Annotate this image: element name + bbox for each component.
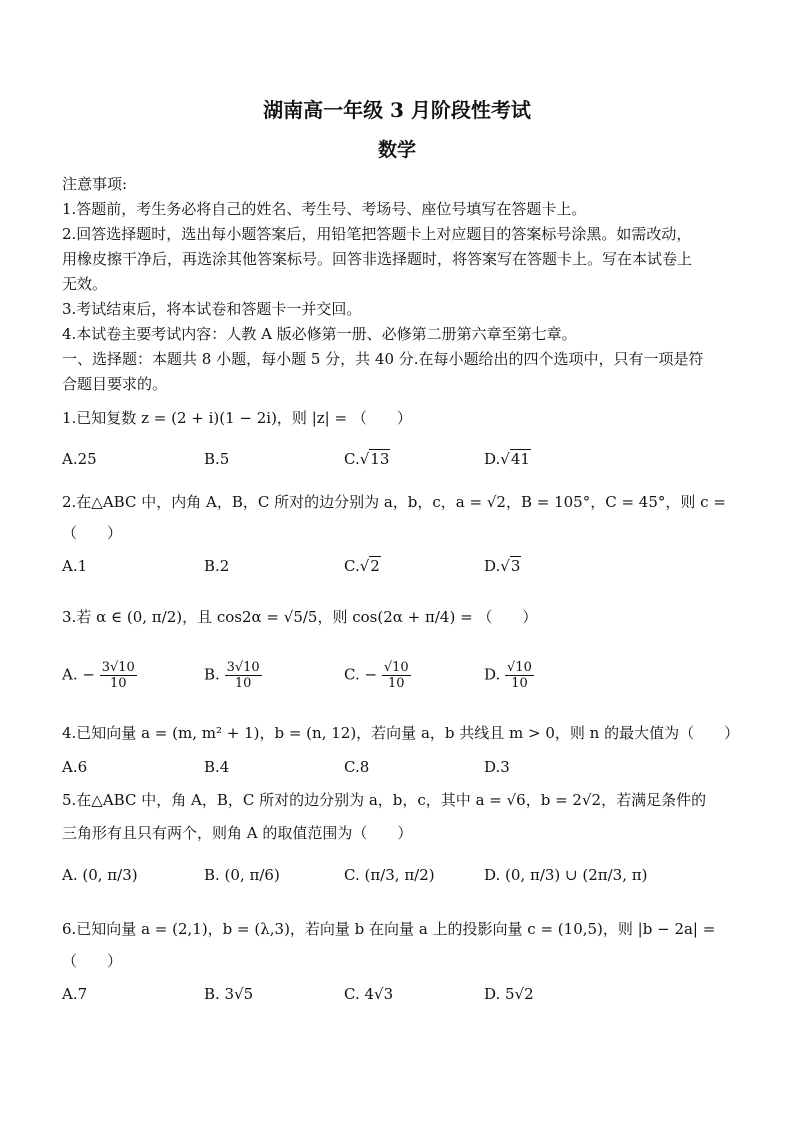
q5-option-c: C. (π/3, π/2) <box>344 866 435 884</box>
q3-option-c: C. − $\frac{√10}{10}$ <box>344 660 409 691</box>
q5-option-d: D. (0, π/3) ∪ (2π/3, π) <box>484 866 648 884</box>
note-3: 3.考试结束后，将本试卷和答题卡一并交回。 <box>62 300 362 318</box>
exam-title: 湖南高一年级 3 月阶段性考试 <box>263 98 531 122</box>
section-instructions-line-2: 合题目要求的。 <box>62 375 168 393</box>
exam-subject: 数学 <box>377 139 416 161</box>
note-2-line-1: 2.回答选择题时，选出每小题答案后，用铅笔把答题卡上对应题目的答案标号涂黑。如需改动， <box>62 225 692 243</box>
note-1: 1.答题前，考生务必将自己的姓名、考生号、考场号、座位号填写在答题卡上。 <box>62 200 587 218</box>
question-1-stem: 1.已知复数 z = (2 + i)(1 − 2i)，则 |z| = （ ） <box>62 409 412 427</box>
q3-option-a: A. − $\frac{3√10}{10}$ <box>62 660 135 691</box>
q4-option-a: A.6 <box>62 758 88 776</box>
q5-option-a: A. (0, π/3) <box>62 866 138 884</box>
q2-option-b: B.2 <box>204 557 230 575</box>
question-6-stem: 6.已知向量 a = (2,1)，b = (λ,3)，若向量 b 在向量 a 上的投影向量 c = (10,5)，则 |b − 2a| = <box>62 920 716 938</box>
q1-option-a: A.25 <box>62 450 97 468</box>
note-4: 4.本试卷主要考试内容：人教 A 版必修第一册、必修第二册第六章至第七章。 <box>62 325 577 343</box>
q2-option-a: A.1 <box>62 557 88 575</box>
q1-option-c: C.√13 <box>344 450 390 468</box>
question-2-stem: 2.在△ABC 中，内角 A，B，C 所对的边分别为 a，b，c，a = √2，B = 105°，C = 45°，则 c = <box>62 493 726 511</box>
q2-option-c: C.√2 <box>344 557 380 575</box>
q1-option-b: B.5 <box>204 450 230 468</box>
question-5-stem-line-1: 5.在△ABC 中，角 A，B，C 所对的边分别为 a，b，c，其中 a = √6，b = 2√2，若满足条件的 <box>62 791 707 809</box>
q6-option-b: B. 3√5 <box>204 985 254 1003</box>
q3-option-d: D. $\frac{√10}{10}$ <box>484 660 532 691</box>
note-2-line-3: 无效。 <box>62 275 108 293</box>
q6-option-a: A.7 <box>62 985 88 1003</box>
q1-option-d: D.√41 <box>484 450 530 468</box>
question-4-stem: 4.已知向量 a = (m, m² + 1)，b = (n, 12)，若向量 a，b 共线且 m > 0，则 n 的最大值为（ ） <box>62 724 740 742</box>
question-6-paren: （ ） <box>62 952 123 970</box>
section-instructions-line-1: 一、选择题：本题共 8 小题，每小题 5 分，共 40 分.在每小题给出的四个选项中，只有一项是符 <box>62 350 704 368</box>
q5-option-b: B. (0, π/6) <box>204 866 280 884</box>
note-2-line-2: 用橡皮擦干净后，再选涂其他答案标号。回答非选择题时，将答案写在答题卡上。写在本试卷上 <box>62 250 693 268</box>
q3-option-b: B. $\frac{3√10}{10}$ <box>204 660 260 691</box>
q4-option-b: B.4 <box>204 758 230 776</box>
question-3-stem: 3.若 α ∈ (0, π/2)，且 cos2α = √5/5，则 cos(2α + π/4) = （ ） <box>62 608 538 626</box>
question-5-stem-line-2: 三角形有且只有两个，则角 A 的取值范围为（ ） <box>62 824 413 842</box>
q6-option-c: C. 4√3 <box>344 985 394 1003</box>
q2-option-d: D.√3 <box>484 557 521 575</box>
q6-option-d: D. 5√2 <box>484 985 534 1003</box>
q4-option-c: C.8 <box>344 758 370 776</box>
notes-heading: 注意事项: <box>62 175 128 193</box>
question-2-paren: （ ） <box>62 524 123 542</box>
q4-option-d: D.3 <box>484 758 510 776</box>
